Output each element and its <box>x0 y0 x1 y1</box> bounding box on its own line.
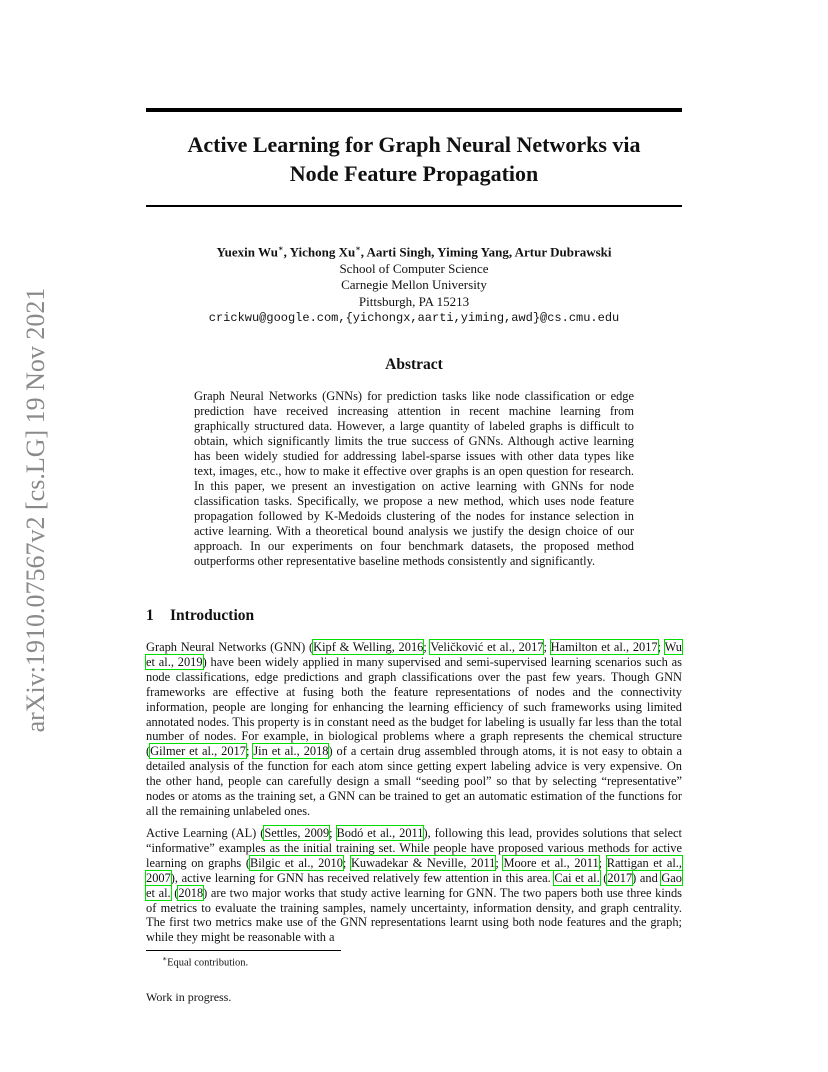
abstract-heading: Abstract <box>385 356 443 373</box>
paragraph-text: ) of a certain drug assembled through atoms, it is not easy to obtain a detailed analysis of the function for each atom since getting expert labeling advice is very expensive. On the other hand, people can carefully design a small “seeding pool” so that by selecting “representative” nodes or atoms as the training set, a GNN can be trained to get an automatic estimation of the functions for all the remaining unlabeled ones. <box>146 744 682 818</box>
paragraph-text: ) are two major works that study active learning for GNN. The two papers both use three kinds of metrics to evaluate the training samples, namely uncertainty, information density, and graph centrality. The first two metrics make use of the GNN representations learnt using both node features and the graph; while they might be reasonable with a <box>146 885 682 945</box>
citation-link[interactable]: Kuwadekar & Neville, 2011 <box>350 855 496 870</box>
paragraph-text: ), following this lead, provides solutions that select “informative” examples as the initial training set. While people have proposed various methods for active learning on graphs ( <box>146 826 682 870</box>
paragraph-text: ( <box>170 885 179 900</box>
affiliation-address: Pittsburgh, PA 15213 <box>358 293 470 309</box>
author-emails: crickwu@google.com,{yichongx,aarti,yiming,awd}@cs.cmu.edu <box>208 311 620 326</box>
paragraph-text: ; <box>598 855 607 870</box>
paper-title <box>146 130 682 188</box>
citation-link[interactable]: Gilmer et al., 2017 <box>150 744 246 759</box>
intro-paragraph-2 <box>146 826 682 945</box>
citation-link[interactable]: Bodó et al., 2011 <box>336 826 424 840</box>
paragraph-text: ; <box>245 744 254 759</box>
citation-link[interactable]: Veličković et al., 2017 <box>430 640 544 654</box>
paragraph-text: ) and <box>632 870 662 885</box>
citation-link[interactable]: 2018 <box>178 885 204 900</box>
equal-contribution-mark-2: ∗ <box>355 244 361 253</box>
paper-title-line-2: Node Feature Propagation <box>289 161 539 186</box>
citation-link[interactable]: Jin et al., 2018 <box>253 744 329 759</box>
citation-link[interactable]: Rattigan et al., 2007 <box>146 855 682 885</box>
paragraph-text: ; <box>543 640 551 654</box>
affiliation-school: School of Computer Science <box>339 260 489 276</box>
author-names-rest: , Aarti Singh, Yiming Yang, Artur Dubrawski <box>360 244 612 260</box>
citation-link[interactable]: Wu et al., 2019 <box>146 640 683 669</box>
section-number: 1 <box>146 607 154 624</box>
arxiv-identifier-stamp: arXiv:1910.07567v2 [cs.LG] 19 Nov 2021 <box>21 287 50 733</box>
equal-contribution-mark-1: ∗ <box>278 244 284 253</box>
author-block <box>146 241 682 327</box>
citation-link[interactable]: Hamilton et al., 2017 <box>550 640 658 654</box>
author-name-1: Yuexin Wu <box>216 244 279 260</box>
footnote-separator <box>146 950 341 951</box>
section-title: Introduction <box>170 607 255 624</box>
footnote-mark: ∗ <box>162 954 168 963</box>
author-names <box>146 241 682 261</box>
title-bottom-rule <box>146 205 682 207</box>
citation-link[interactable]: Cai et al. <box>554 870 600 885</box>
paragraph-text: ; <box>423 640 431 654</box>
paragraph-text: ( <box>599 870 608 885</box>
section-heading-introduction <box>146 607 254 625</box>
abstract-text: Graph Neural Networks (GNNs) for prediction tasks like node classification or edge prediction have received increasing attention in recent machine learning from graphically structured data. However, a large quantity of labeled graphs is difficult to obtain, which significantly limits the true success of GNNs. Although active learning has been widely studied for addressing label-sparse issues with other data types like text, images, etc., how to make it effective over graphs is an open question for research. In this paper, we present an investigation on active learning with GNNs for node classification tasks. Specifically, we propose a new method, which uses node feature propagation followed by K-Medoids clustering of the nodes for instance selection in active learning. With a theoretical bound analysis we justify the design choice of our approach. In our experiments on four benchmark datasets, the proposed method outperforms other representative baseline methods consistently and significantly. <box>194 389 634 568</box>
paragraph-text: ) have been widely applied in many supervised and semi-supervised learning scenarios such as node classifications, edge predictions and graph classifications over the past few years. Though GNN frameworks are effective at fusing both the feature representations of nodes and the connectivity information, people are longing for enhancing the learning efficiency of such frameworks using limited annotated nodes. This property is in constant need as the budget for labeling is usually far less than the total number of nodes. For example, in biological problems where a graph represents the chemical structure ( <box>146 654 682 759</box>
affiliation-university: Carnegie Mellon University <box>341 277 487 293</box>
paragraph-text: ; <box>495 855 504 870</box>
paper-title-line-1: Active Learning for Graph Neural Networks via <box>187 132 641 157</box>
paragraph-text: Active Learning (AL) ( <box>146 826 265 840</box>
citation-link[interactable]: Bilgic et al., 2010 <box>249 855 343 870</box>
citation-link[interactable]: 2017 <box>607 870 633 885</box>
paragraph-text: Graph Neural Networks (GNN) ( <box>146 640 314 654</box>
citation-link[interactable]: Settles, 2009 <box>264 826 330 840</box>
author-name-2: , Yichong Xu <box>283 244 356 260</box>
footnote-text: Equal contribution. <box>167 957 249 969</box>
paragraph-text: ), active learning for GNN has received relatively few attention in this area. <box>170 870 555 885</box>
citation-link[interactable]: Kipf & Welling, 2016 <box>313 640 424 654</box>
footnote <box>162 954 248 969</box>
title-top-rule <box>146 108 682 112</box>
work-in-progress-note: Work in progress. <box>146 990 232 1004</box>
paragraph-text: ; <box>329 826 337 840</box>
paragraph-text: ; <box>657 640 665 654</box>
intro-paragraph-1 <box>146 640 682 819</box>
citation-link[interactable]: Moore et al., 2011 <box>503 855 599 870</box>
paragraph-text: ; <box>342 855 351 870</box>
citation-link[interactable]: Gao et al. <box>146 870 682 900</box>
